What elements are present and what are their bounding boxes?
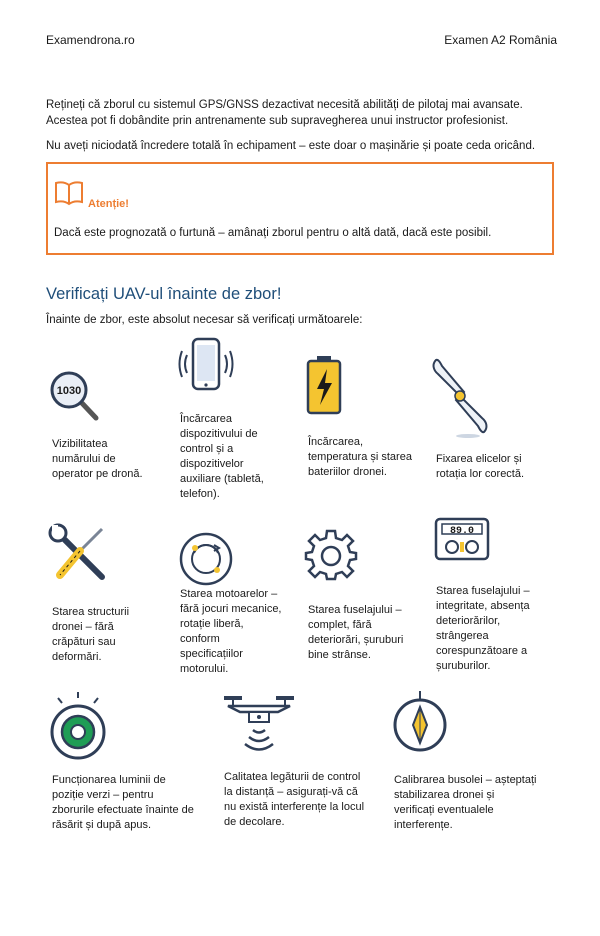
gear-icon bbox=[306, 531, 356, 581]
intro-paragraph-1-line-1: Rețineți că zborul cu sistemul GPS/GNSS dezactivat necesită abilități de pilotaj mai avansate. bbox=[46, 99, 523, 111]
caption-motors: Starea motoarelor – fără jocuri mecanice, rotație liberă, conform specificațiilor motorului. bbox=[180, 588, 282, 675]
caption-compass: Calibrarea busolei – așteptați stabilizarea dronei și verificați eventualele interferențe. bbox=[394, 774, 537, 831]
caption-propellers: Fixarea elicelor și rotația lor corectă. bbox=[436, 453, 525, 480]
site-name: Examendrona.ro bbox=[46, 33, 135, 47]
display-number-text: 89.0 bbox=[449, 526, 475, 537]
control-panel-icon bbox=[434, 517, 490, 561]
caption-structure: Starea structurii dronei – fără crăpături sau deformări. bbox=[52, 606, 130, 663]
warning-box bbox=[46, 162, 554, 255]
book-icon bbox=[54, 180, 84, 206]
wrench-screwdriver-icon bbox=[50, 525, 108, 585]
motor-rotation-icon bbox=[178, 531, 234, 587]
magnifier-icon bbox=[50, 371, 100, 423]
caption-fuselage-2: Starea fuselajului – integritate, absența deteriorărilor, strângerea corespunzătoare a șuruburilor. bbox=[436, 585, 530, 672]
document-title: Examen A2 România bbox=[444, 33, 557, 47]
caption-fuselage-1: Starea fuselajului – complet, fără deteriorări, șuruburi bine strânse. bbox=[308, 604, 404, 661]
compass-icon bbox=[392, 689, 448, 757]
caption-device-charge: Încărcarea dispozitivului de control și a dispozitivelor auxiliare (tabletă, telefon). bbox=[180, 413, 264, 500]
drone-signal-icon bbox=[222, 694, 296, 756]
caption-green-light: Funcționarea luminii de poziție verzi – pentru zborurile efectuate înainte de răsărit și după apus. bbox=[52, 774, 194, 831]
caption-control-link: Calitatea legăturii de control la distanță – asigurați-vă că nu există interferențe la locul de decolare. bbox=[224, 771, 365, 828]
battery-icon bbox=[306, 355, 342, 415]
warning-text: Dacă este prognozată o furtună – amânați zborul pentru o altă dată, dacă este posibil. bbox=[54, 227, 492, 239]
propeller-icon bbox=[430, 356, 490, 440]
warning-title: Atenție! bbox=[88, 198, 129, 210]
section-title: Verificați UAV-ul înainte de zbor! bbox=[46, 285, 282, 303]
smartphone-icon bbox=[178, 337, 234, 393]
green-light-icon bbox=[48, 690, 108, 762]
caption-battery: Încărcarea, temperatura și starea bateriilor dronei. bbox=[308, 436, 412, 478]
section-subtitle: Înainte de zbor, este absolut necesar să verificați următoarele: bbox=[46, 314, 363, 326]
caption-operator-number: Vizibilitatea numărului de operator pe dronă. bbox=[52, 438, 143, 480]
intro-paragraph-2: Nu aveți niciodată încredere totală în echipament – este doar o mașinărie și poate ceda oricând. bbox=[46, 140, 536, 152]
operator-number-text: 1030 bbox=[56, 385, 82, 397]
intro-paragraph-1-line-2: Acestea pot fi dobândite prin antrenamente sub supravegherea unui instructor profesionist. bbox=[46, 115, 509, 127]
